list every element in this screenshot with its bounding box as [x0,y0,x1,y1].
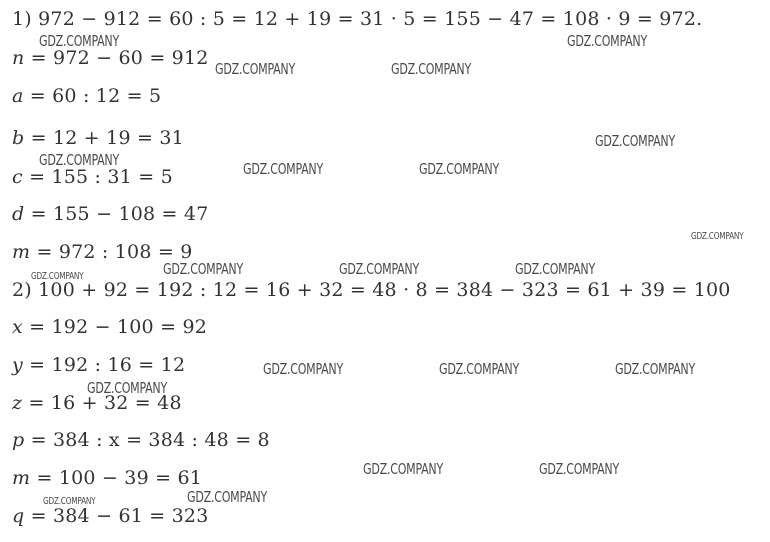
solution-line-2 [12,279,731,301]
line-variable: d [12,203,25,225]
line-variable: m [12,241,31,263]
watermark: GDZ.COMPANY [39,32,119,50]
watermark: GDZ.COMPANY [87,379,167,397]
solution-line-q [12,505,208,527]
watermark: GDZ.COMPANY [43,496,96,507]
watermark: GDZ.COMPANY [595,132,675,150]
watermark: GDZ.COMPANY [163,260,243,278]
line-expression: = 192 : 16 = 12 [22,354,186,376]
line-expression: 100 + 92 = 192 : 12 = 16 + 32 = 48 · 8 = 384 − 323 = 61 + 39 = 100 [38,279,731,301]
line-expression: = 155 : 31 = 5 [22,166,173,188]
watermark: GDZ.COMPANY [363,460,443,478]
line-variable: n [12,47,25,69]
line-expression: 972 − 912 = 60 : 5 = 12 + 19 = 31 · 5 = 155 − 47 = 108 · 9 = 972. [38,8,703,30]
line-expression: = 100 − 39 = 61 [30,467,203,489]
watermark: GDZ.COMPANY [39,151,119,169]
line-variable: x [12,316,23,338]
solution-line-n [12,47,209,69]
solution-line-1 [12,8,702,30]
watermark: GDZ.COMPANY [187,488,267,506]
watermark: GDZ.COMPANY [31,271,84,282]
watermark: GDZ.COMPANY [339,260,419,278]
line-expression: = 384 − 61 = 323 [24,505,209,527]
solution-line-y [12,354,185,376]
line-variable: a [12,85,24,107]
line-variable: z [12,392,23,414]
line-expression: = 16 + 32 = 48 [22,392,182,414]
solution-line-d [12,203,208,225]
solution-line-a [12,85,161,107]
line-variable: q [12,505,25,527]
solution-line-c [12,166,173,188]
watermark: GDZ.COMPANY [615,360,695,378]
line-expression: = 60 : 12 = 5 [23,85,162,107]
line-expression: = 12 + 19 = 31 [24,127,184,149]
line-expression: = 972 − 60 = 912 [24,47,209,69]
watermark: GDZ.COMPANY [515,260,595,278]
watermark: GDZ.COMPANY [567,32,647,50]
line-variable: y [12,354,23,376]
watermark: GDZ.COMPANY [691,231,744,242]
watermark: GDZ.COMPANY [439,360,519,378]
watermark: GDZ.COMPANY [263,360,343,378]
solution-line-p [12,429,270,451]
solution-line-x [12,316,207,338]
watermark: GDZ.COMPANY [391,60,471,78]
line-prefix: 1) [12,8,39,30]
line-variable: p [12,429,25,451]
solution-line-b [12,127,184,149]
line-expression: = 384 : x = 384 : 48 = 8 [24,429,270,451]
watermark: GDZ.COMPANY [243,160,323,178]
solution-line-m2 [12,467,202,489]
line-expression: = 972 : 108 = 9 [30,241,193,263]
line-variable: c [12,166,23,188]
watermark: GDZ.COMPANY [419,160,499,178]
line-variable: b [12,127,25,149]
watermark: GDZ.COMPANY [215,60,295,78]
line-prefix: 2) [12,279,39,301]
line-expression: = 192 − 100 = 92 [22,316,208,338]
line-variable: m [12,467,31,489]
line-expression: = 155 − 108 = 47 [24,203,209,225]
watermark: GDZ.COMPANY [539,460,619,478]
